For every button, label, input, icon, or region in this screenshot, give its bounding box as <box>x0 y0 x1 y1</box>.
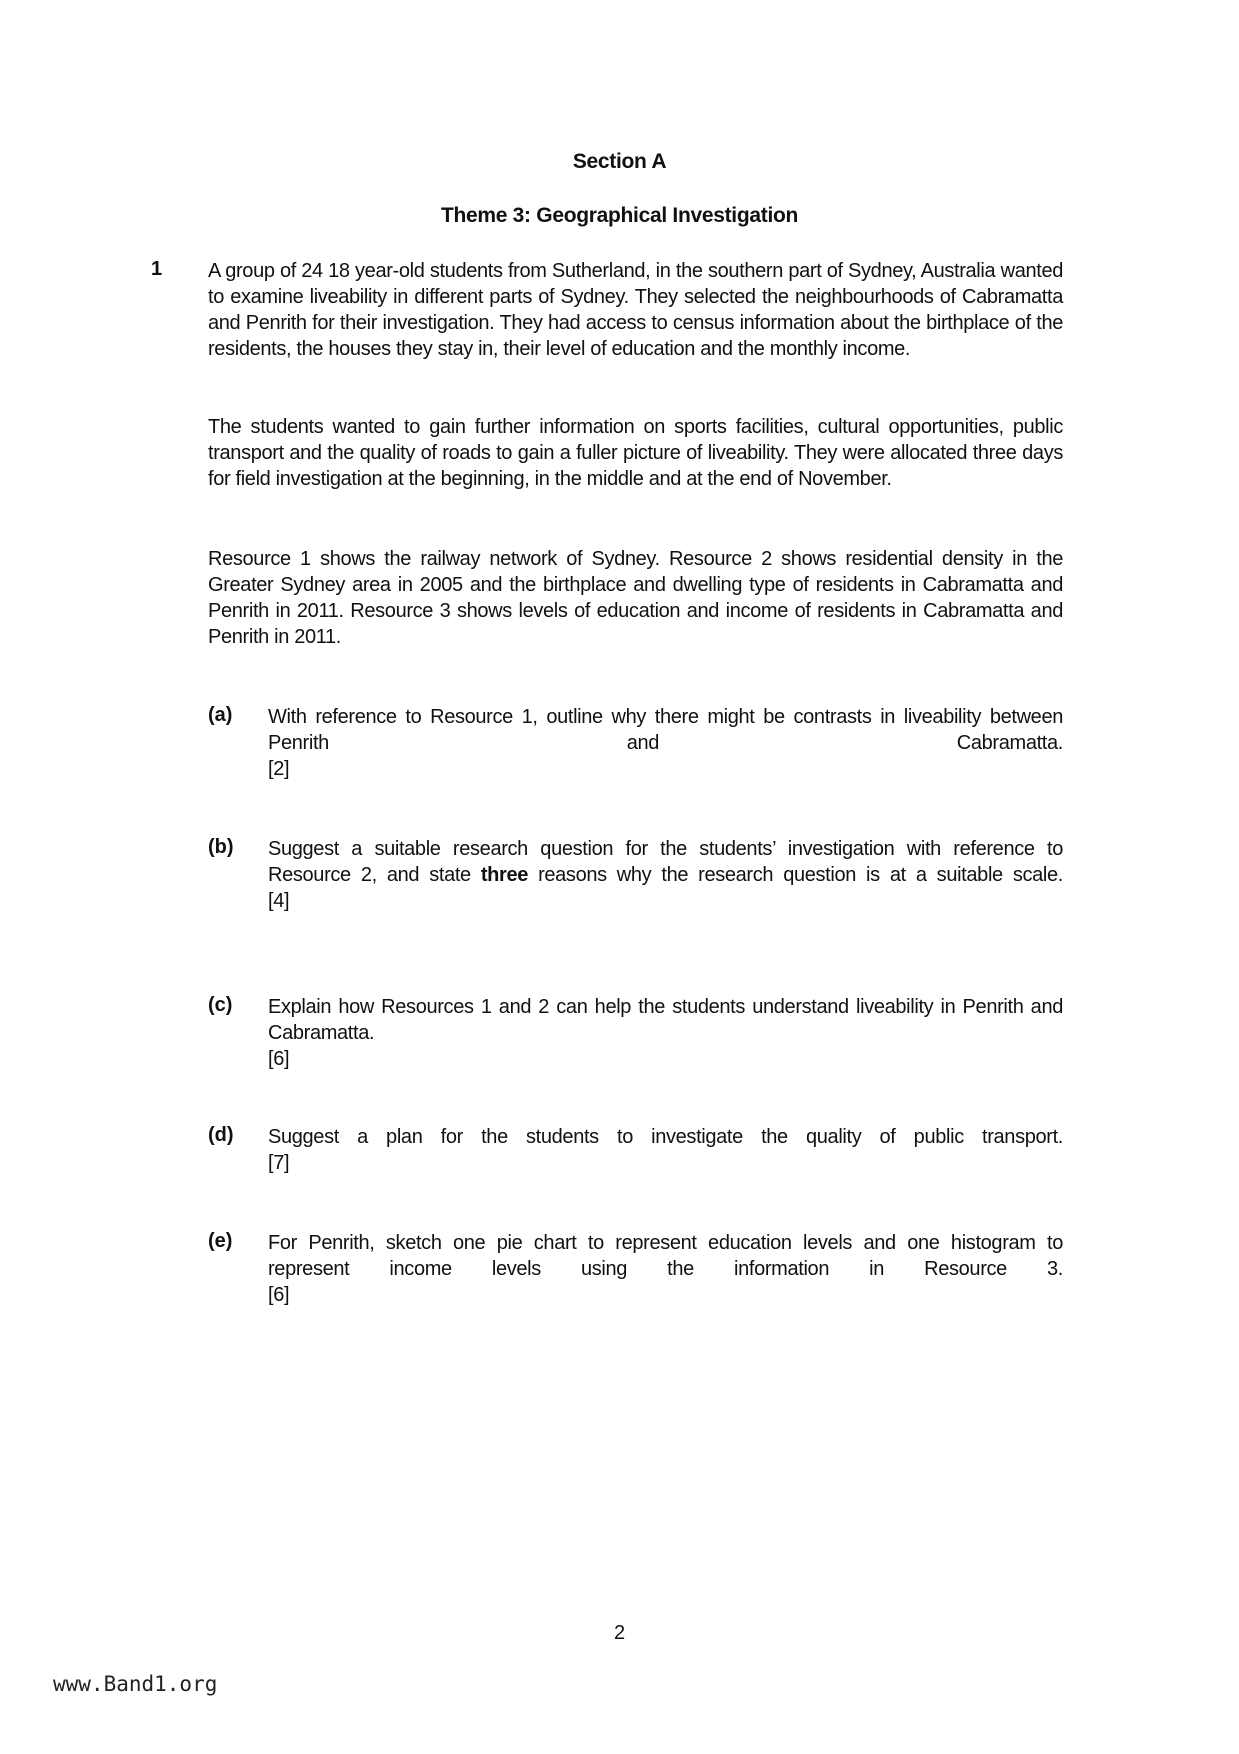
section-title: Section A <box>572 150 667 173</box>
sub-question-label: (e) <box>208 1230 233 1252</box>
sub-question-body: Explain how Resources 1 and 2 can help the students understand liveability in Penrith and Cabramatta. <box>268 996 1063 1044</box>
sub-question-text <box>268 836 1063 914</box>
marks-allocation: [6] <box>268 1048 290 1070</box>
sub-question-text <box>268 704 1063 782</box>
sub-question-body-start: Suggest a suitable research question for the students’ investigation with reference to Resource 2, and state <box>268 838 1063 886</box>
resources-paragraph: Resource 1 shows the railway network of Sydney. Resource 2 shows residential density in the Greater Sydney area in 2005 and the birthplace and dwelling type of residents in Cabramatta and Penrith in 2011. Resource 3 shows levels of education and income of residents in Cabramatta and Penrith in 2011. <box>208 548 1063 648</box>
marks-allocation: [7] <box>268 1152 290 1174</box>
sub-question-body-end: reasons why the research question is at a suitable scale. <box>528 864 1063 886</box>
emphasis-three: three <box>480 864 529 886</box>
theme-title: Theme 3: Geographical Investigation <box>440 204 799 227</box>
page-number: 2 <box>613 1622 626 1644</box>
marks-allocation: [2] <box>268 758 290 780</box>
sub-question-text <box>268 1230 1063 1308</box>
sub-question-body: Suggest a plan for the students to investigate the quality of public transport. <box>268 1126 1063 1148</box>
question-intro-paragraph: A group of 24 18 year-old students from Sutherland, in the southern part of Sydney, Australia wanted to examine liveability in different parts of Sydney. They selected the neighbourhoods of Cabramatta and Penrith for their investigation. They had access to census information about the birthplace of the residents, the houses they stay in, their level of education and the monthly income. <box>208 260 1063 360</box>
marks-allocation: [6] <box>268 1284 290 1306</box>
sub-question-body <box>268 836 1063 888</box>
sub-question-text <box>268 1124 1063 1176</box>
marks-allocation: [4] <box>268 890 290 912</box>
footer-watermark-url: www.Band1.org <box>53 1672 218 1696</box>
question-context-paragraph: The students wanted to gain further information on sports facilities, cultural opportunities, public transport and the quality of roads to gain a fuller picture of liveability. They were allocated three days for field investigation at the beginning, in the middle and at the end of November. <box>208 416 1063 490</box>
sub-question-text <box>268 994 1063 1072</box>
question-number: 1 <box>151 258 163 280</box>
sub-question-label: (d) <box>208 1124 234 1146</box>
sub-question-label: (b) <box>208 836 234 858</box>
sub-question-body: For Penrith, sketch one pie chart to represent education levels and one histogram to represent income levels using the information in Resource 3. <box>268 1232 1063 1280</box>
sub-question-label: (c) <box>208 994 233 1016</box>
sub-question-body: With reference to Resource 1, outline why there might be contrasts in liveability between Penrith and Cabramatta. <box>268 706 1063 754</box>
sub-question-label: (a) <box>208 704 233 726</box>
